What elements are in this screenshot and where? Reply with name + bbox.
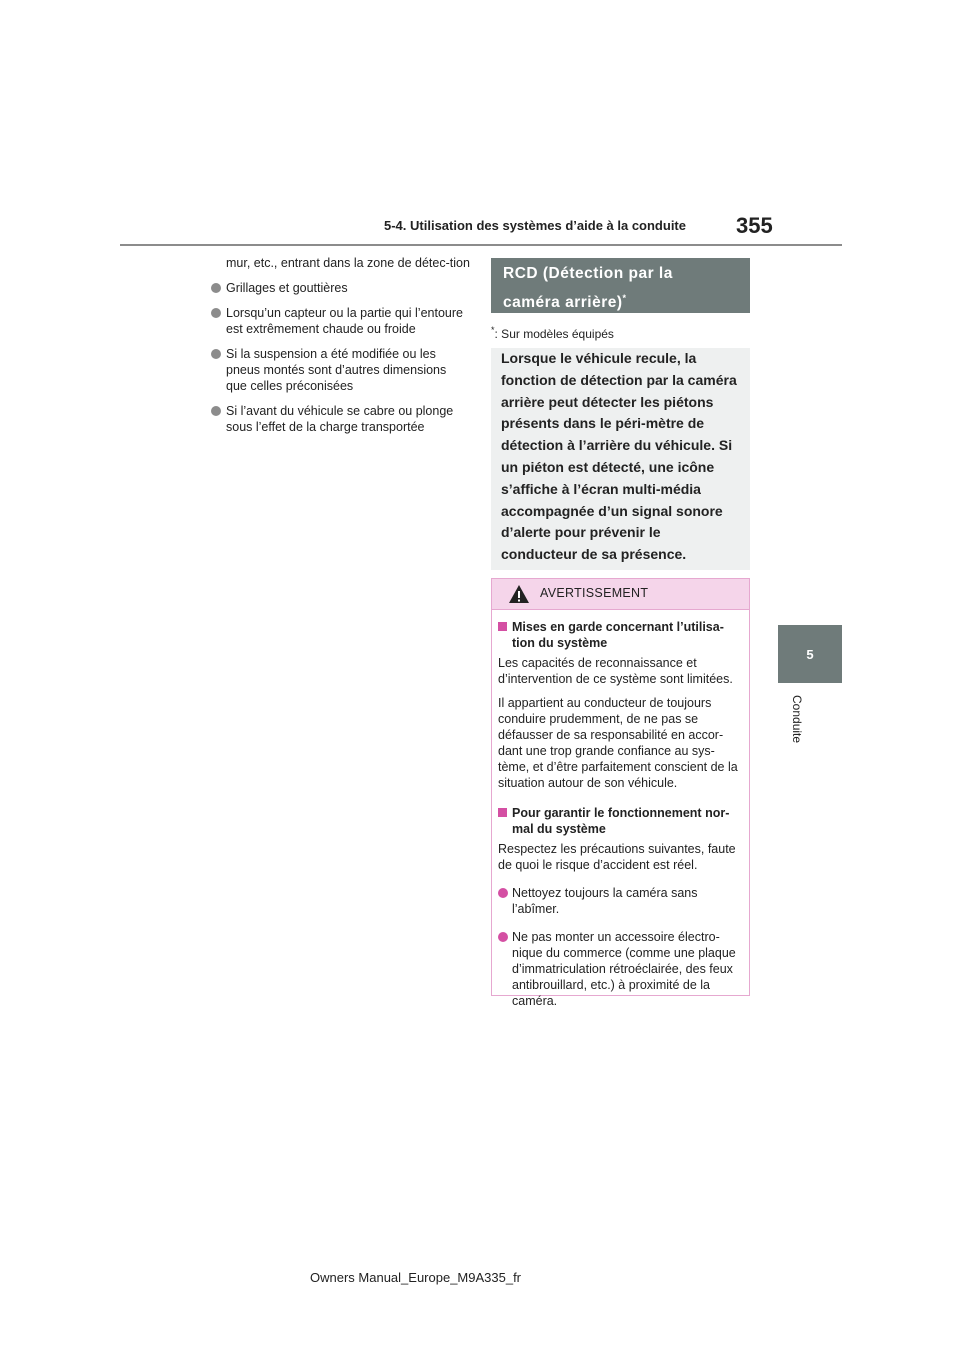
section-title-mark: * bbox=[622, 293, 627, 303]
chapter-name: Conduite bbox=[790, 695, 804, 744]
list-item: Nettoyez toujours la caméra sans l’abîmer. bbox=[498, 885, 741, 917]
warning-body bbox=[492, 610, 749, 1009]
warning-box bbox=[491, 578, 750, 1008]
bullet-icon bbox=[211, 349, 221, 359]
section-title-line2: caméra arrière) bbox=[503, 294, 623, 312]
list-item: Ne pas monter un accessoire électro-nique du commerce (comme une plaque d’immatriculation rétroéclairée, des feux antibrouillard, etc.) à proximité de la caméra. bbox=[498, 929, 741, 1009]
list-item: Grillages et gouttières bbox=[210, 280, 470, 296]
header-divider bbox=[120, 244, 842, 246]
warning-heading: Mises en garde concernant l’utilisa-tion du système bbox=[498, 619, 741, 651]
summary-text: Lorsque le véhicule recule, la fonction de détection par la caméra arrière peut détecter les piétons présents dans le péri-mètre de détection à l’arrière du véhicule. Si un piéton est détecté, une icône s’affiche à l’écran multi-média accompagnée d’un signal sonore d’alerte pour prévenir le conducteur de sa présence. bbox=[501, 350, 737, 563]
warning-triangle-icon bbox=[508, 584, 530, 604]
warning-paragraph: Respectez les précautions suivantes, faute de quoi le risque d’accident est réel. bbox=[498, 842, 736, 872]
bullet-icon bbox=[498, 932, 508, 942]
section-title bbox=[491, 258, 750, 313]
bullet-icon bbox=[211, 308, 221, 318]
list-item: Si l’avant du véhicule se cabre ou plonge sous l’effet de la charge transportée bbox=[210, 403, 470, 435]
continued-text: mur, etc., entrant dans la zone de détec-tion bbox=[226, 256, 470, 270]
square-bullet-icon bbox=[498, 808, 507, 817]
warning-heading: Pour garantir le fonctionnement nor-mal du système bbox=[498, 805, 741, 837]
warning-paragraph: Il appartient au conducteur de toujours conduire prudemment, de ne pas se défausser de sa responsabilité en accor-dant une trop grande confiance au sys-tème, et d’être parfaitement conscient de la situation autour de son véhicule. bbox=[498, 696, 738, 790]
warning-title: AVERTISSEMENT bbox=[540, 586, 649, 600]
page-number: 355 bbox=[736, 213, 773, 238]
footnote-text: : Sur modèles équipés bbox=[494, 327, 614, 341]
bullet-icon bbox=[211, 406, 221, 416]
list-item: Si la suspension a été modifiée ou les pneus montés sont d’autres dimensions que celles préconisées bbox=[210, 346, 470, 394]
chapter-number: 5 bbox=[806, 646, 814, 662]
chapter-label bbox=[786, 695, 806, 775]
summary-box bbox=[491, 348, 750, 570]
chapter-tab bbox=[778, 625, 842, 683]
footnote bbox=[491, 325, 614, 341]
bullet-icon bbox=[498, 888, 508, 898]
section-title-line1: RCD (Détection par la bbox=[503, 265, 673, 282]
footer-text: Owners Manual_Europe_M9A335_fr bbox=[310, 1270, 522, 1285]
bullet-icon bbox=[211, 283, 221, 293]
list-item: Lorsqu’un capteur ou la partie qui l’entoure est extrêmement chaude ou froide bbox=[210, 305, 470, 337]
footnote-mark: * bbox=[491, 325, 495, 335]
left-column bbox=[210, 255, 470, 444]
header-title: 5-4. Utilisation des systèmes d’aide à la conduite bbox=[384, 218, 686, 233]
warning-header bbox=[492, 579, 749, 610]
warning-paragraph: Les capacités de reconnaissance et d’intervention de ce système sont limitées. bbox=[498, 656, 733, 686]
square-bullet-icon bbox=[498, 622, 507, 631]
